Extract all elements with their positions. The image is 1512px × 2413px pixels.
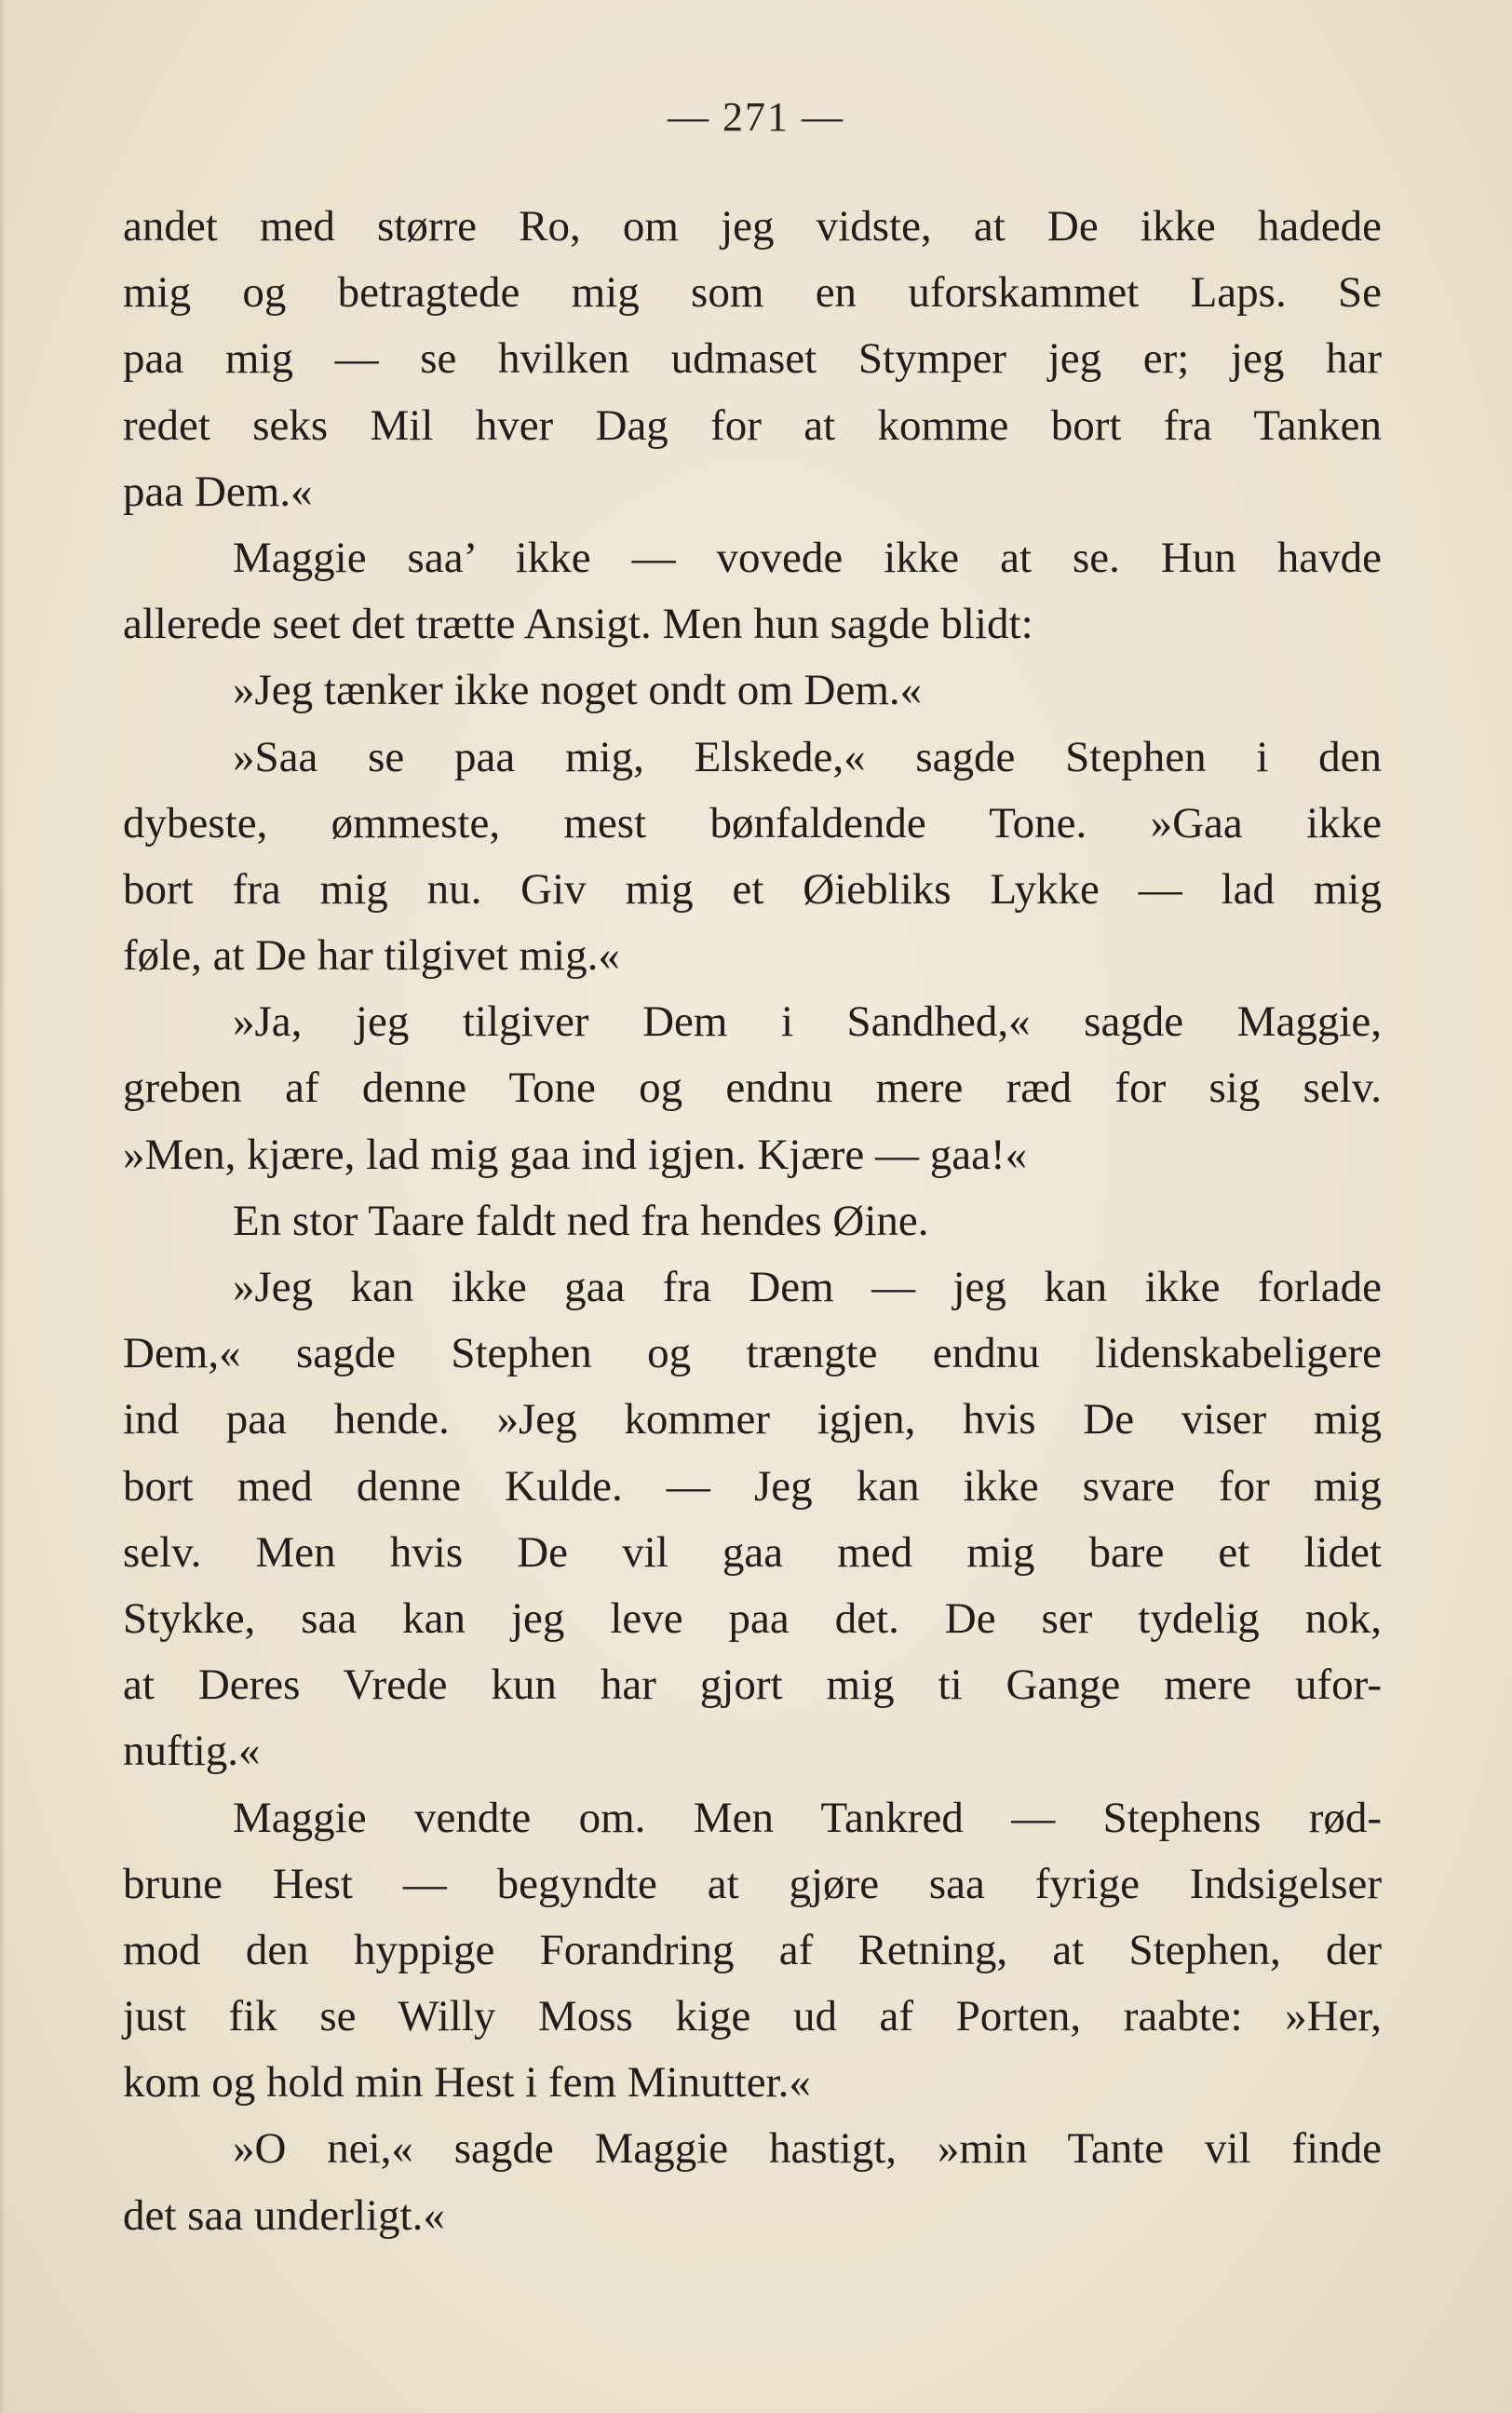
text-line: bort med denne Kulde. — Jeg kan ikke svare for mig [123,1461,1382,1511]
text-line: bort fra mig nu. Giv mig et Øiebliks Lykke — lad mig [123,864,1382,914]
text-line: paa Dem.« [123,467,313,516]
text-line: »O nei,« sagde Maggie hastigt, »min Tante vil finde [233,2124,1382,2174]
text-line: »Jeg kan ikke gaa fra Dem — jeg kan ikke forlade [233,1263,1382,1311]
text-line: selv. Men hvis De vil gaa med mig bare et lidet [123,1527,1382,1577]
text-line: kom og hold min Hest i fem Minutter.« [123,2058,811,2108]
text-line: »Ja, jeg tilgiver Dem i Sandhed,« sagde Maggie, [233,997,1382,1047]
text-line: mig og betragtede mig som en uforskammet Laps. Se [123,268,1382,318]
text-line: just fik se Willy Moss kige ud af Porten, raabte: »Her, [123,1992,1382,2041]
page-number: — 271 — [668,94,844,140]
text-line: Stykke, saa kan jeg leve paa det. De ser tydelig nok, [123,1593,1382,1643]
text-line: dybeste, ømmeste, mest bønfaldende Tone. »Gaa ikke [123,798,1382,847]
text-line: greben af denne Tone og endnu mere ræd for sig selv. [123,1064,1382,1113]
body-text [123,194,1382,2249]
text-line: Maggie vendte om. Men Tankred — Stephens rød- [233,1793,1382,1842]
text-line: allerede seet det trætte Ansigt. Men hun sagde blidt: [123,600,1033,649]
page-edge-shadow [0,0,6,2413]
text-line: Maggie saa’ ikke — vovede ikke at se. Hun havde [233,533,1382,582]
text-line: »Men, kjære, lad mig gaa ind igjen. Kjære — gaa!« [123,1130,1028,1179]
text-line: at Deres Vrede kun har gjort mig ti Gange mere ufor- [123,1661,1382,1710]
text-line: andet med større Ro, om jeg vidste, at De ikke hadede [123,202,1382,251]
text-line: Dem,« sagde Stephen og trængte endnu lidenskabeligere [123,1329,1382,1378]
text-line: ind paa hende. »Jeg kommer igjen, hvis De viser mig [123,1395,1382,1444]
text-line: føle, at De har tilgivet mig.« [123,931,620,981]
text-line: »Jeg tænker ikke noget ondt om Dem.« [233,666,923,715]
text-line: nuftig.« [123,1727,261,1776]
text-line: mod den hyppige Forandring af Retning, at Stephen, der [123,1925,1382,1974]
text-line: En stor Taare faldt ned fra hendes Øine. [233,1196,929,1245]
text-line: redet seks Mil hver Dag for at komme bort fra Tanken [123,400,1382,450]
text-line: paa mig — se hvilken udmaset Stymper jeg er; jeg har [123,334,1382,384]
text-line: det saa underligt.« [123,2190,445,2240]
text-line: »Saa se paa mig, Elskede,« sagde Stephen i den [233,732,1382,781]
text-line: brune Hest — begyndte at gjøre saa fyrige Indsigelser [123,1859,1382,1908]
